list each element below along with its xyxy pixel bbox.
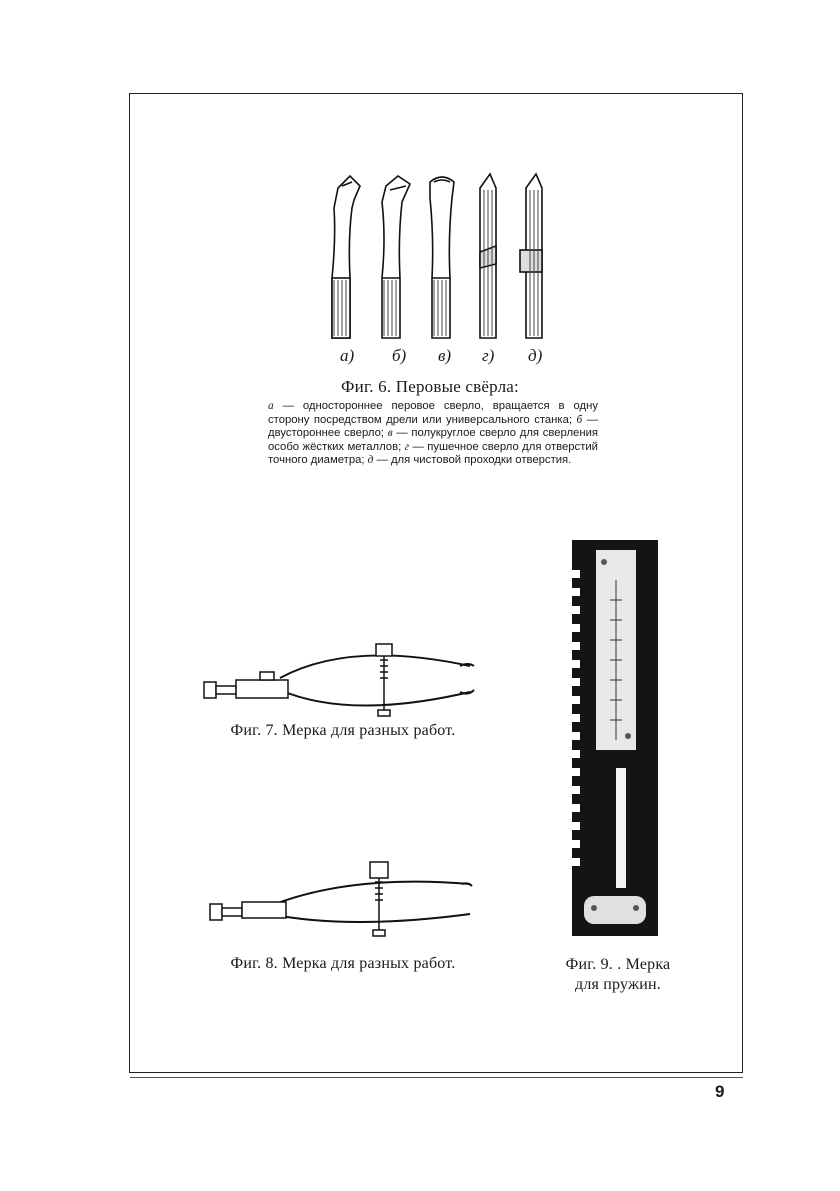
figure-9-caption-line-2: для пружин. (574, 976, 661, 993)
drill-b-image (382, 176, 410, 338)
desc-letter-a: а (268, 400, 274, 412)
label-d: д) (528, 346, 543, 365)
desc-letter-v: в (387, 427, 393, 439)
frame-bottom-rule (130, 1077, 743, 1078)
drill-g-image (480, 174, 496, 338)
drill-a-image (332, 176, 360, 338)
figure-9-caption (548, 955, 688, 995)
caliper-illustration-fig8 (200, 852, 480, 942)
desc-text-v: — полукруглое сверло для сверления особо жёстких металлов; (268, 427, 598, 453)
figure-6-caption: Фиг. 6. Перовые свёрла: (341, 377, 519, 396)
figure-7-caption: Фиг. 7. Мерка для разных работ. (230, 722, 456, 739)
drill-v-image (430, 177, 454, 338)
figure-6-description (268, 400, 598, 468)
desc-letter-g: г (404, 440, 410, 453)
drill-d-image (520, 174, 542, 338)
label-b: б) (392, 346, 407, 365)
desc-letter-b: б (576, 413, 583, 426)
desc-text-b: — двустороннее сверло; (268, 413, 599, 439)
page-number: 9 (715, 1082, 725, 1101)
desc-text-a: — одностороннее перовое сверло, вращается в одну сторону посредством дрели или универсального станка; (268, 400, 598, 426)
caliper-illustration-fig7 (200, 630, 480, 720)
desc-letter-d: д (367, 454, 374, 466)
label-a: а) (340, 346, 355, 365)
feather-drills-illustration (320, 168, 560, 348)
figure-9-caption-line-1: Фиг. 9. . Мерка (565, 956, 671, 973)
figure-8-caption: Фиг. 8. Мерка для разных работ. (230, 955, 456, 972)
label-g: г) (482, 346, 495, 365)
label-v: в) (438, 346, 452, 365)
spring-gauge-illustration (570, 540, 662, 940)
desc-text-g: — пушечное сверло для отверстий точного диаметра; (268, 440, 598, 466)
desc-text-d: — для чистовой проходки отверстия. (373, 454, 572, 466)
